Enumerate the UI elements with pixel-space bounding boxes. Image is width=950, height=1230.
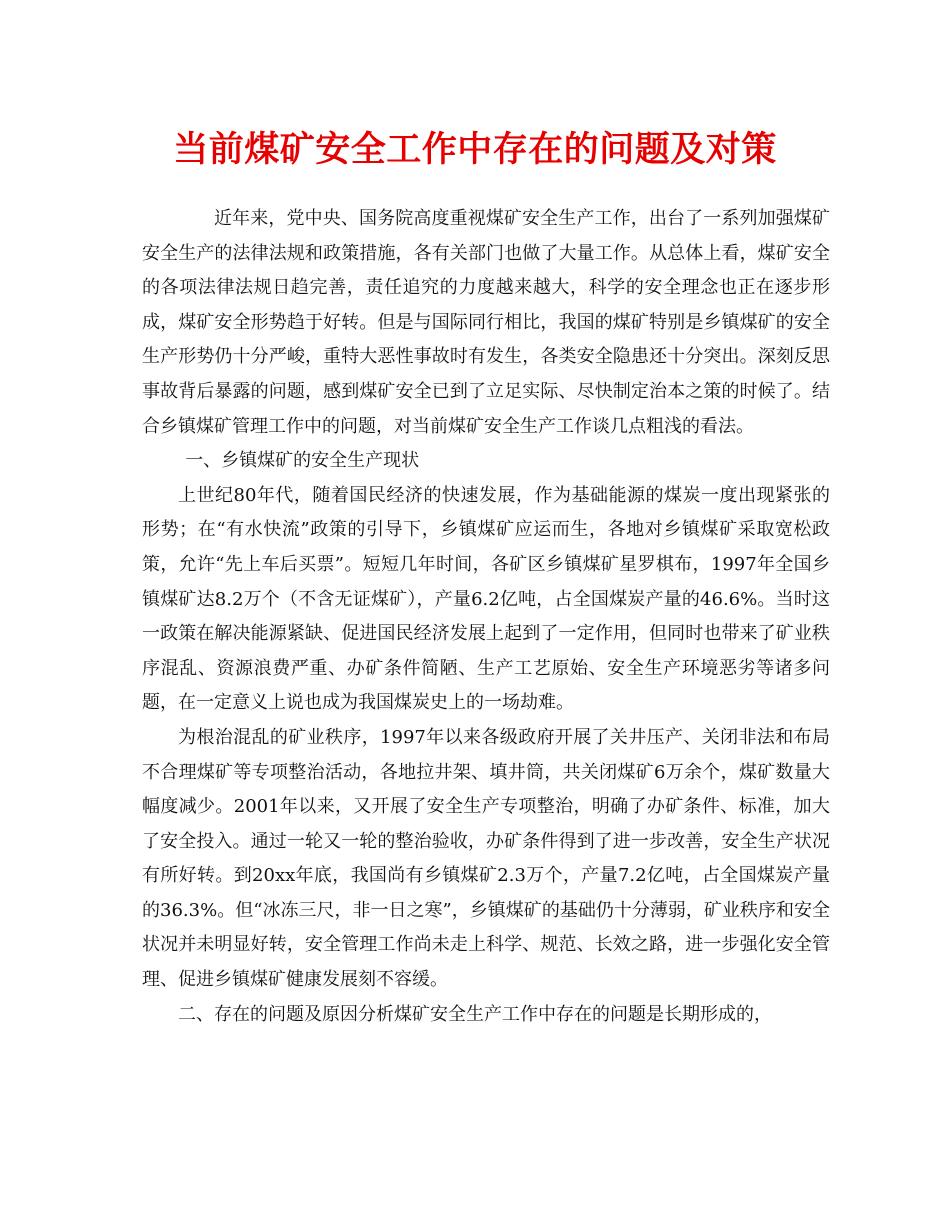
page-title: 当前煤矿安全工作中存在的问题及对策: [173, 129, 777, 170]
paragraph-intro: 近年来，党中央、国务院高度重视煤矿安全生产工作，出台了一系列加强煤矿安全生产的法律法规和政策措施，各有关部门也做了大量工作。从总体上看，煤矿安全的各项法律法规日趋完善，责任追究的力度越来越大，科学的安全理念也正在逐步形成，煤矿安全形势趋于好转。但是与国际同行相比，我国的煤矿特别是乡镇煤矿的安全生产形势仍十分严峻，重特大恶性事故时有发生，各类安全隐患还十分突出。深刻反思事故背后暴露的问题，感到煤矿安全已到了立足实际、尽快制定治本之策的时候了。结合乡镇煤矿管理工作中的问题，对当前煤矿安全生产工作谈几点粗浅的看法。: [142, 208, 830, 437]
paragraph-history: 上世纪80年代，随着国民经济的快速发展，作为基础能源的煤炭一度出现紧张的形势；在“有水快流”政策的引导下，乡镇煤矿应运而生，各地对乡镇煤矿采取宽松政策，允许“先上车后买票”。短短几年时间，各矿区乡镇煤矿星罗棋布，1997年全国乡镇煤矿达8.2万个（不含无证煤矿），产量6.2亿吨，占全国煤炭产量的46.6%。当时这一政策在解决能源紧缺、促进国民经济发展上起到了一定作用，但同时也带来了矿业秩序混乱、资源浪费严重、办矿条件简陋、生产工艺原始、安全生产环境恶劣等诸多问题，在一定意义上说也成为我国煤炭史上的一场劫难。: [142, 484, 830, 714]
section-heading-current-status: 一、乡镇煤矿的安全生产现状: [185, 450, 420, 472]
document-body: [142, 202, 830, 1032]
paragraph-problems: 二、存在的问题及原因分析煤矿安全生产工作中存在的问题是长期形成的，: [178, 1003, 772, 1025]
paragraph-rectification: 为根治混乱的矿业秩序，1997年以来各级政府开展了关井压产、关闭非法和布局不合理煤矿等专项整治活动，各地拉井架、填井筒，共关闭煤矿6万余个，煤矿数量大幅度减少。2001年以来，又开展了安全生产专项整治，明确了办矿条件、标准，加大了安全投入。通过一轮又一轮的整治验收，办矿条件得到了进一步改善，安全生产状况有所好转。到20xx年底，我国尚有乡镇煤矿2.3万个，产量7.2亿吨，占全国煤炭产量的36.3%。但“冰冻三尺，非一日之寒”，乡镇煤矿的基础仍十分薄弱，矿业秩序和安全状况并未明显好转，安全管理工作尚未走上科学、规范、长效之路，进一步强化安全管理、促进乡镇煤矿健康发展刻不容缓。: [142, 726, 830, 991]
